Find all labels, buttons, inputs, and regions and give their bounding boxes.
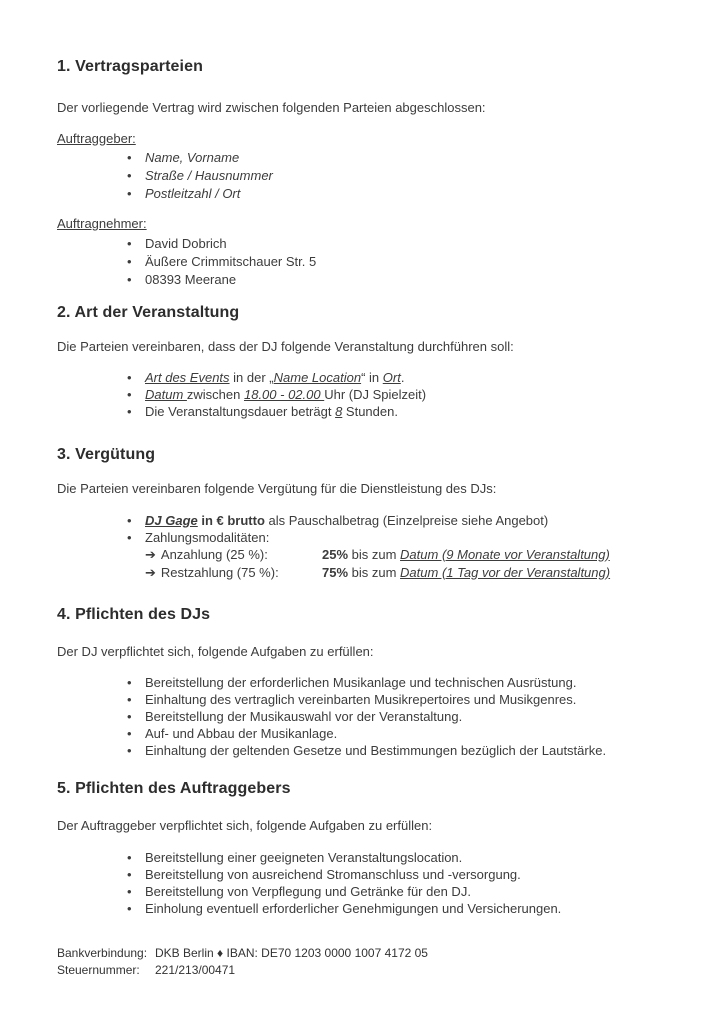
deposit-label: Anzahlung (25 %): [160, 546, 268, 562]
list-item-text: Bereitstellung von Verpflegung und Getränke für den DJ. [145, 883, 471, 899]
fee-currency-note: in € brutto [197, 512, 265, 528]
contractor-city: 08393 Meerane [145, 271, 237, 287]
list-item [57, 691, 662, 708]
client-street-placeholder: Straße / Hausnummer [145, 168, 273, 183]
list-item [57, 708, 662, 725]
payment-row-label [145, 546, 322, 564]
bullet-icon: • [127, 404, 132, 419]
section-pflichten-dj [57, 606, 662, 760]
tax-value: 221/213/00471 [155, 962, 236, 977]
list-item [57, 883, 662, 900]
bank-value: DKB Berlin ♦ IBAN: DE70 1203 0000 1007 4172 05 [155, 946, 428, 960]
section-3-heading: 3. Vergütung [57, 446, 156, 463]
bullet-icon: • [127, 883, 132, 899]
list-item [57, 235, 662, 253]
section-pflichten-auftraggeber [57, 780, 662, 917]
list-item-text [145, 404, 398, 419]
list-item-text [145, 387, 426, 402]
text-run: als Pauschalbetrag (Einzelpreise siehe Angebot) [264, 512, 549, 528]
client-group [57, 131, 662, 204]
text-run: in der „ [229, 370, 274, 385]
text-run: zwischen [186, 387, 244, 402]
section-4-intro: Der DJ verpflichtet sich, folgende Aufgaben zu erfüllen: [57, 643, 374, 659]
bullet-icon: • [127, 849, 132, 865]
list-item [57, 271, 662, 289]
final-date-placeholder: Datum (1 Tag vor der Veranstaltung) [400, 564, 611, 580]
section-2-heading: 2. Art der Veranstaltung [57, 303, 240, 321]
list-item [57, 742, 662, 759]
section-5-intro: Der Auftraggeber verpflichtet sich, folgende Aufgaben zu erfüllen: [57, 818, 433, 833]
payment-terms-label: Zahlungsmodalitäten: [145, 529, 270, 545]
section-vertragsparteien [57, 58, 662, 289]
text-run: Uhr (DJ Spielzeit) [324, 387, 427, 402]
section-2-intro: Die Parteien vereinbaren, dass der DJ folgende Veranstaltung durchführen soll: [57, 338, 514, 354]
bullet-icon: • [127, 866, 132, 882]
footer [57, 945, 679, 978]
bullet-icon: • [127, 186, 132, 201]
bullet-icon: • [127, 150, 132, 165]
text-run: Stunden. [342, 404, 398, 419]
text-run: bis zum [348, 546, 401, 562]
city-placeholder: Ort [382, 370, 401, 385]
list-item [57, 185, 662, 203]
bullet-icon: • [127, 743, 132, 758]
contractor-list [57, 235, 662, 289]
text-run: bis zum [348, 564, 401, 580]
contractor-name: David Dobrich [145, 235, 227, 251]
bullet-icon: • [127, 235, 132, 251]
list-item [57, 149, 662, 167]
list-item [57, 369, 662, 386]
bullet-icon: • [127, 900, 132, 916]
text-run: “ in [361, 370, 383, 385]
section-1-intro: Der vorliegende Vertrag wird zwischen folgenden Parteien abgeschlossen: [57, 100, 486, 115]
list-item-text: Einhaltung der geltenden Gesetze und Bestimmungen bezüglich der Lautstärke. [145, 743, 607, 758]
section-1-heading: 1. Vertragsparteien [57, 58, 203, 75]
contractor-group [57, 216, 662, 289]
bank-label: Bankverbindung: [57, 946, 148, 960]
arrow-icon: ➔ [145, 547, 156, 563]
list-item-text: Bereitstellung der Musikauswahl vor der Veranstaltung. [145, 709, 463, 724]
dj-duties-list [57, 674, 662, 759]
list-item-text: Einhaltung des vertraglich vereinbarten Musikrepertoires und Musikgenres. [145, 692, 577, 707]
tax-label: Steuernummer: [57, 962, 140, 977]
list-item [57, 403, 662, 420]
dj-fee-placeholder: DJ Gage [145, 512, 198, 528]
client-city-placeholder: Postleitzahl / Ort [145, 186, 241, 201]
list-item-text: Bereitstellung einer geeigneten Veranstaltungslocation. [145, 849, 463, 865]
section-4-heading: 4. Pflichten des DJs [57, 605, 211, 623]
list-item [57, 167, 662, 185]
payment-row-label [145, 564, 322, 582]
list-item [57, 866, 662, 883]
section-art-der-veranstaltung [57, 304, 662, 421]
list-item [57, 386, 662, 403]
payment-list [57, 512, 662, 582]
bullet-icon: • [127, 168, 132, 183]
payment-row-anzahlung [57, 546, 662, 564]
final-percent: 75% [322, 564, 349, 580]
client-label: Auftraggeber: [57, 130, 136, 146]
list-item [57, 512, 662, 529]
list-item [57, 253, 662, 271]
duration-hours: 8 [335, 404, 343, 419]
list-item-text: Auf- und Abbau der Musikanlage. [145, 726, 338, 741]
bullet-icon: • [127, 529, 132, 545]
list-item-text: Bereitstellung der erforderlichen Musikanlage und technischen Ausrüstung. [145, 675, 577, 690]
tax-number-row [57, 962, 679, 979]
date-placeholder: Datum [145, 387, 187, 402]
event-type-placeholder: Art des Events [145, 370, 230, 385]
client-name-placeholder: Name, Vorname [145, 150, 240, 165]
list-item [57, 900, 662, 917]
bullet-icon: • [127, 271, 132, 287]
time-range-placeholder: 18.00 - 02.00 [243, 387, 325, 402]
bank-details-row [57, 945, 679, 962]
payment-row-restzahlung [57, 564, 662, 582]
deposit-date-placeholder: Datum (9 Monate vor Veranstaltung) [400, 546, 610, 562]
list-item-text: Bereitstellung von ausreichend Stromanschluss und -versorgung. [145, 866, 521, 882]
list-item [57, 725, 662, 742]
final-label: Restzahlung (75 %): [160, 564, 279, 580]
bullet-icon: • [127, 675, 132, 690]
list-item [57, 529, 662, 546]
bullet-icon: • [127, 253, 132, 269]
section-3-intro: Die Parteien vereinbaren folgende Vergütung für die Dienstleistung des DJs: [57, 481, 497, 496]
text-run: . [400, 370, 405, 385]
bullet-icon: • [127, 370, 132, 385]
list-item [57, 674, 662, 691]
bullet-icon: • [127, 387, 132, 402]
bullet-icon: • [127, 709, 132, 724]
client-list [57, 149, 662, 203]
client-duties-list [57, 849, 662, 917]
bullet-icon: • [127, 726, 132, 741]
deposit-percent: 25% [322, 546, 349, 562]
list-item-text: Einholung eventuell erforderlicher Genehmigungen und Versicherungen. [145, 900, 562, 916]
list-item-text [145, 513, 548, 528]
contractor-street: Äußere Crimmitschauer Str. 5 [145, 253, 317, 269]
location-name-placeholder: Name Location [273, 370, 362, 385]
section-5-heading: 5. Pflichten des Auftraggebers [57, 780, 291, 797]
event-list [57, 369, 662, 420]
section-verguetung [57, 446, 662, 582]
list-item [57, 849, 662, 866]
contractor-label: Auftragnehmer: [57, 216, 147, 231]
bullet-icon: • [127, 512, 132, 528]
text-run: Die Veranstaltungsdauer beträgt [145, 404, 336, 419]
bullet-icon: • [127, 692, 132, 707]
list-item-text [145, 370, 404, 385]
arrow-icon: ➔ [145, 565, 156, 581]
